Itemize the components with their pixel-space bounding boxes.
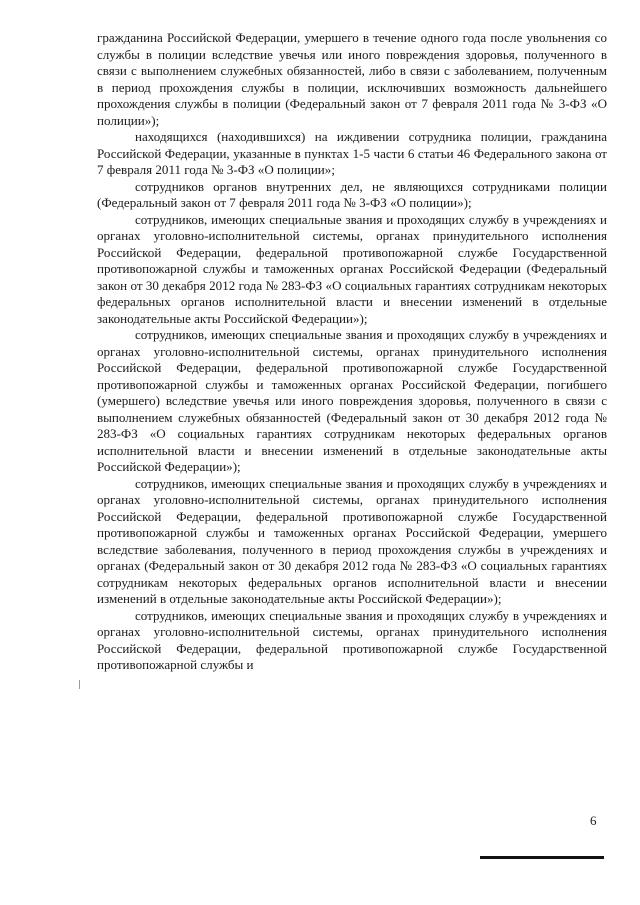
- paragraph-4: сотрудников, имеющих специальные звания и проходящих службу в учреждениях и органах уголовно-исполнительной системы, органах принудительного исполнения Российской Федерации, федеральной противопожарной службе Государственной противопожарной службы и таможенных органах Российской Федерации (Федеральный закон от 30 декабря 2012 года № 283-ФЗ «О социальных гарантиях сотрудникам некоторых федеральных органов исполнительной власти и внесении изменений в отдельные законодательные акты Российской Федерации»);: [97, 211, 607, 326]
- page-number: 6: [590, 813, 597, 828]
- footer-rule: [480, 856, 604, 859]
- paragraph-5: сотрудников, имеющих специальные звания и проходящих службу в учреждениях и органах уголовно-исполнительной системы, органах принудительного исполнения Российской Федерации, федеральной противопожарной службе Государственной противопожарной службы и таможенных органах Российской Федерации, погибшего (умершего) вследствие увечья или иного повреждения здоровья, полученного в связи с выполнением служебных обязанностей (Федеральный закон от 30 декабря 2012 года № 283-ФЗ «О социальных гарантиях сотрудникам некоторых федеральных органов исполнительной власти и внесении изменений в отдельные законодательные акты Российской Федерации»);: [97, 327, 607, 474]
- body-text: [97, 30, 607, 674]
- paragraph-2: находящихся (находившихся) на иждивении сотрудника полиции, гражданина Российской Федерации, указанные в пунктах 1-5 части 6 статьи 46 Федерального закона от 7 февраля 2011 года № 3-ФЗ «О полиции»;: [97, 129, 607, 177]
- scan-margin-mark: [79, 680, 80, 689]
- paragraph-1: гражданина Российской Федерации, умершего в течение одного года после увольнения со службы в полиции вследствие увечья или иного повреждения здоровья, полученного в связи с выполнением служебных обязанностей, либо в связи с заболеванием, полученным в период прохождения службы в полиции, исключивших возможность дальнейшего прохождения службы в полиции (Федеральный закон от 7 февраля 2011 года № 3-ФЗ «О полиции»);: [97, 30, 607, 128]
- paragraph-7: сотрудников, имеющих специальные звания и проходящих службу в учреждениях и органах уголовно-исполнительной системы, органах принудительного исполнения Российской Федерации, федеральной противопожарной службе Государственной противопожарной службы и: [97, 607, 607, 672]
- paragraph-3: сотрудников органов внутренних дел, не являющихся сотрудниками полиции (Федеральный закон от 7 февраля 2011 года № 3-ФЗ «О полиции»);: [97, 178, 607, 210]
- paragraph-6: сотрудников, имеющих специальные звания и проходящих службу в учреждениях и органах уголовно-исполнительной системы, органах принудительного исполнения Российской Федерации, федеральной противопожарной службе Государственной противопожарной службы и таможенных органах Российской Федерации, умершего вследствие заболевания, полученного в период прохождения службы в учреждениях и органах (Федеральный закон от 30 декабря 2012 года № 283-ФЗ «О социальных гарантиях сотрудникам некоторых федеральных органов исполнительной власти и внесении изменений в отдельные законодательные акты Российской Федерации»);: [97, 475, 607, 606]
